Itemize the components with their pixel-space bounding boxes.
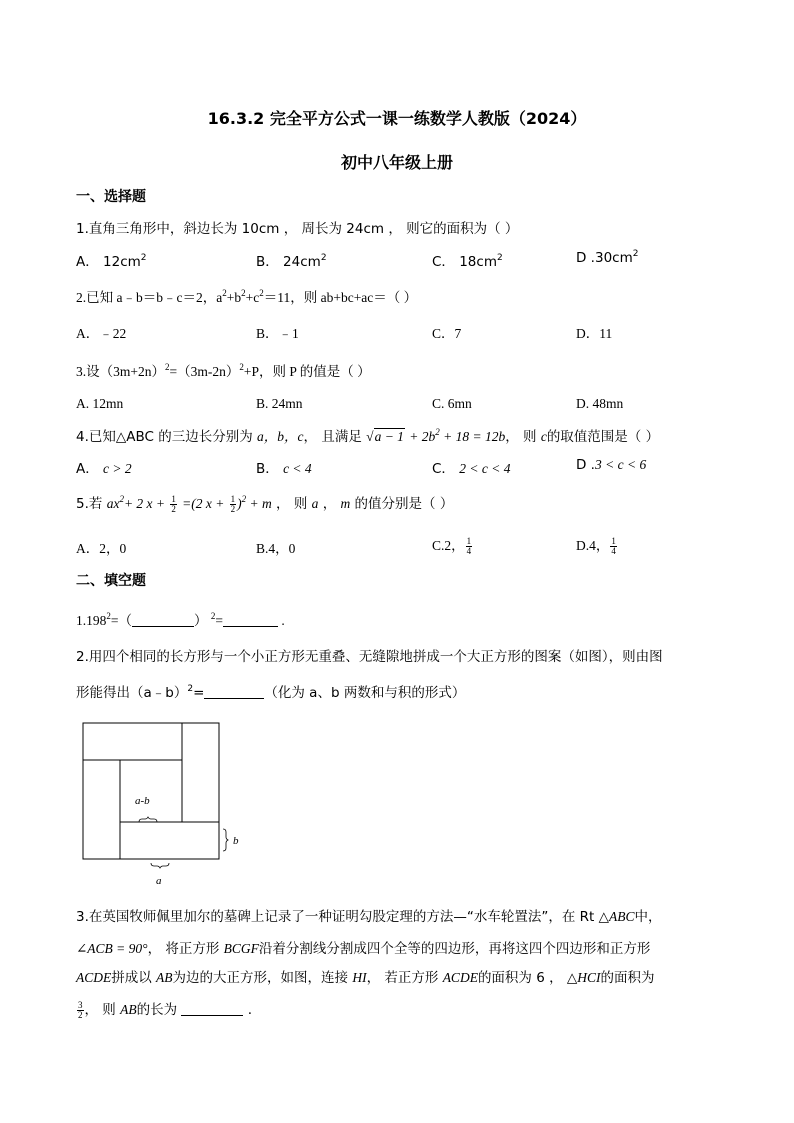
q3-option-b: B. 24mn [256,396,303,411]
answer-blank[interactable] [204,698,264,699]
answer-blank[interactable] [181,1015,243,1016]
q1-option-a: A． $12cm^2$ [76,253,147,270]
page-title: 16.3.2 完全平方公式一课一练数学人教版（2024） [207,109,587,128]
label-a-minus-b: a-b [135,795,150,807]
q3-option-a: A. 12mn [76,396,124,411]
q2-option-c: C．7 [432,326,462,341]
brace-right [223,829,228,851]
question-4: 4.已知△ABC 的三边长分别为 a，b，c， 且满足 $√a - 1 + 2b^2 + 18 = 12b$， 则 c的取值范围是（ ） [76,427,660,445]
q4-options [76,457,726,477]
q2-option-d: D．11 [576,326,613,341]
q2-options [76,322,726,342]
answer-blank[interactable] [223,626,278,627]
square-tiling-figure [78,720,248,890]
q3-option-d: D. 48mn [576,396,624,411]
q4-option-d: D .3 < c < 6 [576,457,647,473]
q3-options [76,396,726,416]
section-choice-heading: 一、选择题 [76,189,146,205]
fill-question-3-line3: ACDE拼成以 AB为边的大正方形，如图，连接 HI， 若正方形 ACDE的面积为 6 ， △HCI的面积为 [76,970,655,986]
rect-left [83,760,120,859]
q2-option-b: B．﹣1 [256,326,299,341]
q5-option-b: B.4，0 [256,541,296,556]
rect-right [182,723,219,822]
q1-options [76,250,726,270]
question-5: 5.若 $ax^2+ 2$ x + $\frac{1}{2}$ =(2 x + $\frac{1}{2}$ )$^2$ + m ， 则 a ， m 的值分别是（ ） [76,493,454,514]
outer-square [83,723,219,859]
q5-options [76,534,726,558]
rect-top [83,723,182,760]
section-fill-heading: 二、填空题 [76,573,146,589]
q4-option-c: C． 2 < c < 4 [432,461,511,477]
brace-bottom [151,863,169,868]
q5-option-d: D.4， $\frac{1}{4}$ [576,536,616,557]
q1-option-d: D $.30cm^2$ [576,249,639,266]
q5-option-c: C.2， $\frac{1}{4}$ [432,536,472,557]
q1-option-c: C． $18cm^2$ [432,253,503,270]
rect-bottom [120,822,219,859]
brace-top [139,817,157,822]
question-3: 3.设$(3m+2n)^2=(3m-2n)^2+P$，则 P 的值是（ ） [76,362,371,379]
fill-question-3-line4: $\frac{3}{2}$ ， 则 AB的长为 . [78,999,252,1020]
fill-question-3-line1: 3.在英国牧师佩里加尔的墓碑上记录了一种证明勾股定理的方法—“水车轮置法”，在 Rt △ABC中， [76,909,662,925]
fill-question-3-line2: ∠ACB = 90°， 将正方形 BCGF沿着分割线分割成四个全等的四边形，再将这四个四边形和正方形 [76,941,651,957]
question-2: 2.已知 a﹣b＝b﹣c＝2，$a^2+b^2+c^2=11$，则 ab+bc+ac＝（ ） [76,288,418,305]
q5-option-a: A．2，0 [76,541,127,556]
answer-blank[interactable] [132,626,194,627]
label-b: b [233,835,239,847]
q2-option-a: A．﹣22 [76,326,127,341]
fill-question-1: $1.198^2=$（ ） $^2$= . [76,611,285,628]
question-1: 1.直角三角形中，斜边长为 10cm ， 周长为 24cm ， 则它的面积为（ ） [76,221,519,237]
q4-option-b: B． c < 4 [256,461,312,477]
label-a: a [156,875,162,887]
q3-option-c: C. 6mn [432,396,472,411]
fill-question-2-line2: 形能得出（a﹣b）$^2$= （化为 a、b 两数和与积的形式） [76,684,466,701]
inner-small-square [120,760,182,822]
q4-option-a: A． c > 2 [76,461,132,477]
fill-question-2-line1: 2.用四个相同的长方形与一个小正方形无重叠、无缝隙地拼成一个大正方形的图案（如图），则由图 [76,649,663,665]
page-subtitle: 初中八年级上册 [340,153,453,172]
q1-option-b: B． $24cm^2$ [256,253,327,270]
